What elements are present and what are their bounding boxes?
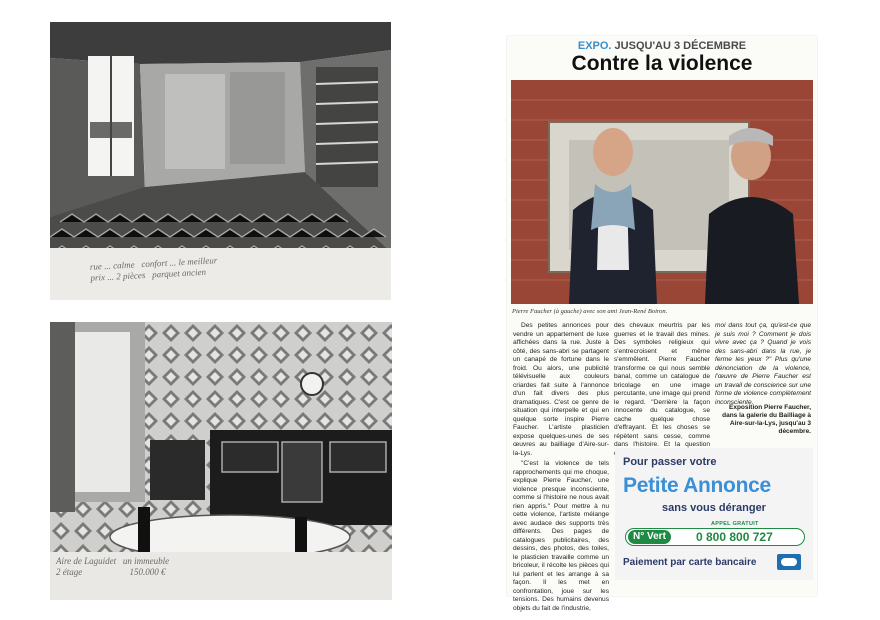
classified-ad-banner — [615, 448, 813, 580]
handwritten-notes-bottom — [56, 556, 386, 578]
note-3: 2 étage — [56, 567, 83, 577]
kicker-label: EXPO. — [577, 40, 612, 52]
ad-subtitle: sans vous déranger — [662, 502, 766, 514]
article-column-2 — [614, 322, 710, 448]
ad-title: Petite Annonce — [623, 474, 771, 497]
note-2: confort ... le meilleur — [141, 255, 218, 270]
kicker-date: JUSQU'AU 3 DÉCEMBRE — [614, 40, 747, 52]
article-photo — [511, 80, 813, 304]
paragraph: Des petites annonces pour vendre un appartement de luxe affichées dans la rue. Juste à côté, des sans-abri se partagent un canapé de fortune dans le froid. Ou alors, une publicité télévisuelle aux couleurs criardes fait suite à l'annonce d'un fait divers des plus dramatiques. C'est ce genre de situation qui interpelle et qui en quelque sorte inspire Pierre Faucher. L'artiste plasticien expose quelques-unes de ses œuvres au bailliage d'Aire-sur-la-Lys. — [513, 322, 609, 457]
photo-drawing — [511, 80, 813, 304]
carte-bancaire-icon — [777, 554, 801, 570]
painting-empty-room — [50, 22, 391, 300]
paragraph: des chevaux meurtris par les guerres et le travail des mines. Des symboles religieux qui s'entrecroisent et même s'emmêlent. Pierre Faucher transforme ce qui nous semble banal, comme un catalogue de bricolage en une image percutante, une image qui prend le regard. "Derrière la façon innocente du catalogue, se cache quelque chose d'effrayant. Et les choses se répètent sans cesse, comme dans l'histoire. Et la question — [614, 322, 710, 448]
free-call-label: APPEL GRATUIT — [711, 521, 759, 527]
article-kicker — [507, 40, 817, 52]
phone-number: 0 800 800 727 — [696, 530, 773, 544]
note-1: Aire de Laguidet — [56, 556, 117, 566]
note-1: rue ... calme — [89, 259, 135, 272]
ad-intro: Pour passer votre — [623, 456, 717, 468]
article-column-1 — [513, 322, 609, 612]
note-4: 150.000 € — [129, 567, 166, 577]
painting-dining-room — [50, 322, 392, 600]
article-headline: Contre la violence — [571, 52, 753, 75]
newspaper-clipping — [507, 36, 817, 612]
paragraph: "C'est la violence de tels rapprochements qui me choque, explique Pierre Faucher, une violence presque inconsciente, comme si l'histoire ne nous avait rien appris." Pour mettre à nu cette violence, l'artiste mélange avec audace des supports très différents. Des pages de catalogues publicitaires, des dessins, des photos, des toiles, le plasticien travaille comme un bricoleur, il récolte les pièces qui lui parlent et les arrange à sa façon. Il les met en confrontation, joue sur les tensions. Des humains devenus objets du fait de l'industrie, — [513, 460, 609, 612]
exhibition-info: Exposition Pierre Faucher, dans la galerie du Bailliage à Aire-sur-la-Lys, jusqu'au 3 décembre. — [722, 404, 811, 435]
numero-vert-label: N° Vert — [628, 530, 671, 544]
phone-number-box — [625, 528, 805, 546]
paragraph: moi dans tout ça, qu'est-ce que je suis moi ? Comment je dois vivre avec ça ? Quand je vois des sans-abri dans la rue, je ferme les yeux ?" Plus qu'une dénonciation de la violence, l'œuvre de Pierre Faucher est un travail de conscience sur une forme de violence complètement inconsciente. — [715, 322, 811, 406]
note-4: parquet ancien — [151, 266, 207, 280]
photo-caption: Pierre Faucher (à gauche) avec son ami Jean-René Boiron. — [512, 308, 668, 315]
note-2: un immeuble — [122, 556, 170, 566]
note-3: prix ... 2 pièces — [90, 269, 146, 283]
payment-info: Paiement par carte bancaire — [623, 557, 757, 568]
